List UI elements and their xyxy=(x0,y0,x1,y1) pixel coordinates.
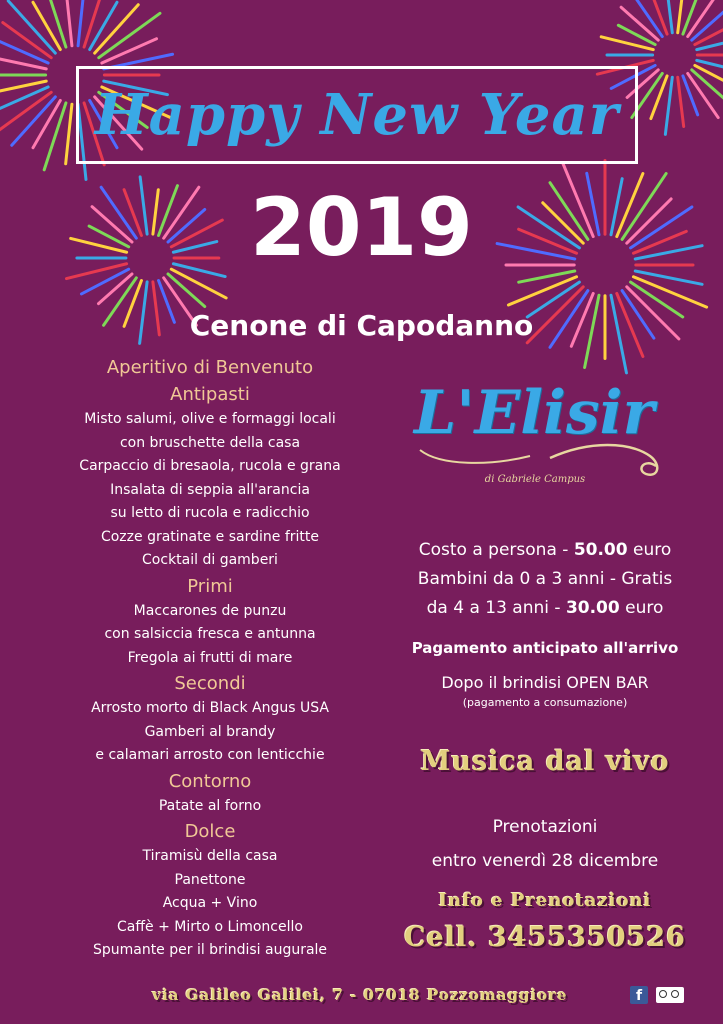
menu-section-heading: Secondi xyxy=(174,673,246,694)
info-heading: Info e Prenotazioni xyxy=(438,890,652,911)
menu-item: su letto di rucola e radicchio xyxy=(110,505,310,521)
price-label: Bambini da 0 a 3 anni - xyxy=(417,569,622,589)
payment-note: Pagamento anticipato all'arrivo xyxy=(411,639,679,657)
info-panel xyxy=(400,536,690,711)
menu-item: Tiramisù della casa xyxy=(142,848,278,864)
price-line xyxy=(400,594,690,623)
firework-ray xyxy=(665,77,672,134)
price-value: 50.00 xyxy=(573,540,628,560)
firework-ray xyxy=(678,0,683,33)
menu-item: con salsiccia fresca e antunna xyxy=(104,626,316,642)
logo-name: L'Elisir xyxy=(414,378,655,448)
firework-ray xyxy=(78,0,84,46)
address: via Galileo Galilei, 7 - 07018 Pozzomaggiore xyxy=(152,986,568,1004)
menu-item: Spumante per il brindisi augurale xyxy=(92,942,328,958)
firework-ray xyxy=(44,103,66,170)
menu-item: Cozze gratinate e sardine fritte xyxy=(100,528,320,545)
openbar-payment-note: (pagamento a consumazione) xyxy=(462,696,628,709)
firework-ray xyxy=(651,76,667,119)
firework-ray xyxy=(683,76,698,115)
menu-item: Panettone xyxy=(174,871,246,888)
menu-item: Acqua + Vino xyxy=(162,895,258,911)
menu-item: Arrosto morto di Black Angus USA xyxy=(91,700,329,716)
price-unit: euro xyxy=(627,540,672,560)
price-line xyxy=(400,536,690,565)
firework-ray xyxy=(651,0,667,34)
menu-item: Fregola ai frutti di mare xyxy=(127,649,293,666)
menu-section-heading: Antipasti xyxy=(170,384,250,405)
menu-section-heading: Aperitivo di Benvenuto xyxy=(106,357,314,378)
firework-ray xyxy=(0,55,46,69)
tripadvisor-icon[interactable] xyxy=(656,987,684,1003)
openbar-note: Dopo il brindisi OPEN BAR xyxy=(441,673,649,692)
live-music: Musica dal vivo xyxy=(420,746,670,777)
menu-item: Maccarones de punzu xyxy=(133,602,287,619)
menu-item: Cocktail di gamberi xyxy=(142,552,278,568)
firework-ray xyxy=(678,77,684,126)
price-label: da 4 a 13 anni - xyxy=(426,598,566,618)
logo-tagline: di Gabriele Campus xyxy=(484,474,586,485)
menu-section-heading: Primi xyxy=(187,575,233,597)
price-unit: euro xyxy=(619,598,664,618)
price-value: 30.00 xyxy=(565,598,620,618)
title: Happy New Year xyxy=(94,82,620,148)
menu xyxy=(40,354,380,963)
menu-item: Gamberi al brandy xyxy=(144,723,276,740)
booking-deadline: entro venerdì 28 dicembre xyxy=(431,851,659,871)
price-unit: Gratis xyxy=(621,569,673,589)
price-line xyxy=(400,565,690,594)
menu-item: e calamari arrosto con lenticchie xyxy=(95,747,325,763)
price-label: Costo a persona - xyxy=(418,540,574,560)
menu-section-heading: Contorno xyxy=(168,770,252,792)
menu-item: Misto salumi, olive e formaggi locali xyxy=(84,411,336,427)
title-box xyxy=(76,66,638,164)
phone-number[interactable]: Cell. 3455350526 xyxy=(404,922,686,953)
menu-section-heading: Dolce xyxy=(184,821,236,842)
booking-title: Prenotazioni xyxy=(492,817,598,837)
prices xyxy=(400,536,690,623)
firework-ray xyxy=(64,0,72,46)
menu-item: Carpaccio di bresaola, rucola e grana xyxy=(79,458,341,474)
menu-item: Patate al forno xyxy=(158,797,262,814)
firework-ray xyxy=(666,0,672,33)
firework-ray xyxy=(66,104,72,164)
facebook-icon[interactable]: f xyxy=(630,986,648,1004)
firework-ray xyxy=(0,81,46,96)
menu-item: Caffè + Mirto o Limoncello xyxy=(117,918,303,935)
booking xyxy=(400,810,690,878)
logo xyxy=(400,370,690,500)
menu-item: con bruschette della casa xyxy=(119,434,301,451)
menu-item: Insalata di seppia all'arancia xyxy=(110,481,310,498)
year: 2019 xyxy=(250,181,473,274)
firework-ray xyxy=(697,60,723,72)
subtitle: Cenone di Capodanno xyxy=(189,309,534,342)
